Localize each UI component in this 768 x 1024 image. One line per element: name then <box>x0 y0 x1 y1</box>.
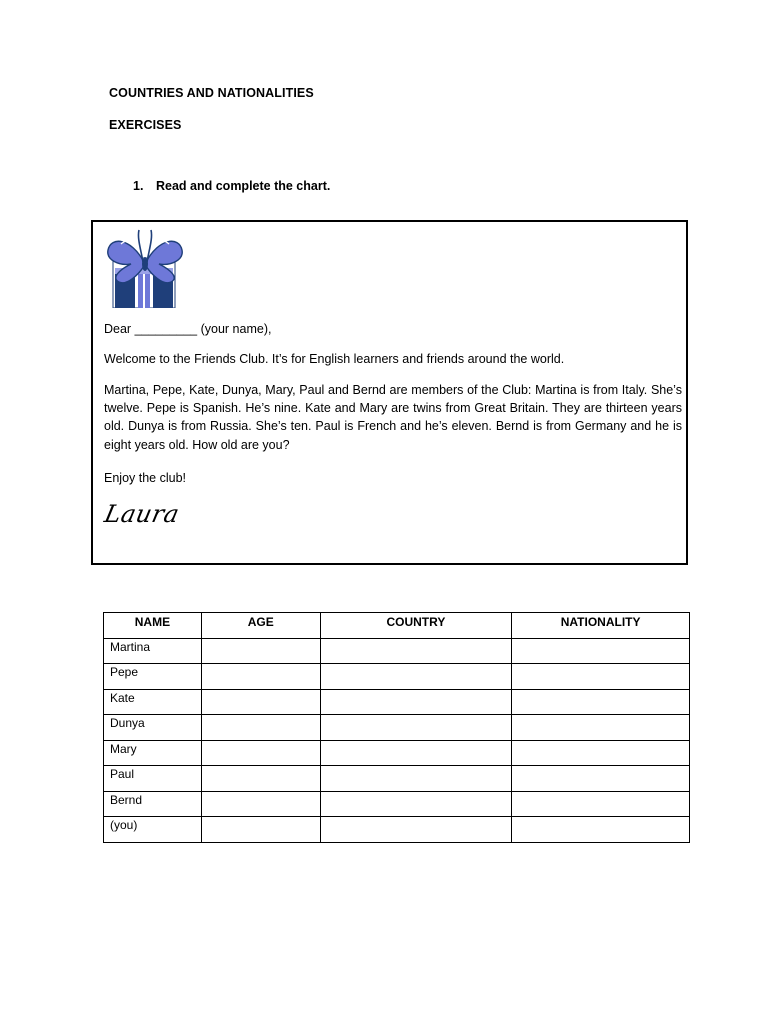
age-cell[interactable] <box>201 740 320 766</box>
country-cell[interactable] <box>320 715 512 741</box>
age-cell[interactable] <box>201 689 320 715</box>
letter-members-paragraph: Martina, Pepe, Kate, Dunya, Mary, Paul and Bernd are members of the Club: Martina is from Italy. She’s twelve. Pepe is Spanish. He’s nine. Kate and Mary are twins from Great Britain. They are thirteen years old. Dunya is from Russia. She’s ten. Paul is French and he’s eleven. Bernd is from Germany and he is eight years old. How old are you? <box>104 383 682 452</box>
table-row <box>104 817 690 843</box>
country-cell[interactable] <box>320 638 512 664</box>
nationality-cell[interactable] <box>512 689 690 715</box>
name-cell: Kate <box>104 689 202 715</box>
table-row <box>104 766 690 792</box>
table-row <box>104 689 690 715</box>
exercise-text: Read and complete the chart. <box>156 179 331 193</box>
country-cell[interactable] <box>320 664 512 690</box>
document-subtitle: EXERCISES <box>109 118 182 132</box>
nationality-cell[interactable] <box>512 791 690 817</box>
name-cell: Pepe <box>104 664 202 690</box>
country-cell[interactable] <box>320 791 512 817</box>
nationality-cell[interactable] <box>512 766 690 792</box>
age-cell[interactable] <box>201 766 320 792</box>
butterfly-gift-icon <box>105 228 187 308</box>
table-row <box>104 664 690 690</box>
table-row <box>104 791 690 817</box>
name-cell: Martina <box>104 638 202 664</box>
age-cell[interactable] <box>201 638 320 664</box>
nationality-cell[interactable] <box>512 740 690 766</box>
name-cell: Dunya <box>104 715 202 741</box>
letter-greeting: Dear _________ (your name), <box>104 322 272 336</box>
letter-welcome: Welcome to the Friends Club. It’s for English learners and friends around the world. <box>104 352 565 366</box>
header-age: AGE <box>201 613 320 639</box>
header-nationality: NATIONALITY <box>512 613 690 639</box>
country-cell[interactable] <box>320 689 512 715</box>
table-row <box>104 740 690 766</box>
country-cell[interactable] <box>320 766 512 792</box>
header-country: COUNTRY <box>320 613 512 639</box>
country-cell[interactable] <box>320 817 512 843</box>
age-cell[interactable] <box>201 817 320 843</box>
age-cell[interactable] <box>201 664 320 690</box>
name-cell: Bernd <box>104 791 202 817</box>
header-name: NAME <box>104 613 202 639</box>
letter-closing: Enjoy the club! <box>104 471 186 485</box>
exercise-instruction <box>133 179 330 193</box>
nationality-cell[interactable] <box>512 638 690 664</box>
table-row <box>104 638 690 664</box>
nationality-cell[interactable] <box>512 715 690 741</box>
age-cell[interactable] <box>201 791 320 817</box>
nationality-cell[interactable] <box>512 817 690 843</box>
name-cell: Mary <box>104 740 202 766</box>
age-cell[interactable] <box>201 715 320 741</box>
chart-header-row <box>104 613 690 639</box>
signature: Laura <box>102 500 182 528</box>
name-cell: (you) <box>104 817 202 843</box>
nationality-cell[interactable] <box>512 664 690 690</box>
document-title: COUNTRIES AND NATIONALITIES <box>109 86 314 100</box>
name-cell: Paul <box>104 766 202 792</box>
country-cell[interactable] <box>320 740 512 766</box>
letter-box <box>91 220 688 565</box>
table-row <box>104 715 690 741</box>
exercise-number: 1. <box>133 179 144 193</box>
completion-chart <box>103 612 690 843</box>
